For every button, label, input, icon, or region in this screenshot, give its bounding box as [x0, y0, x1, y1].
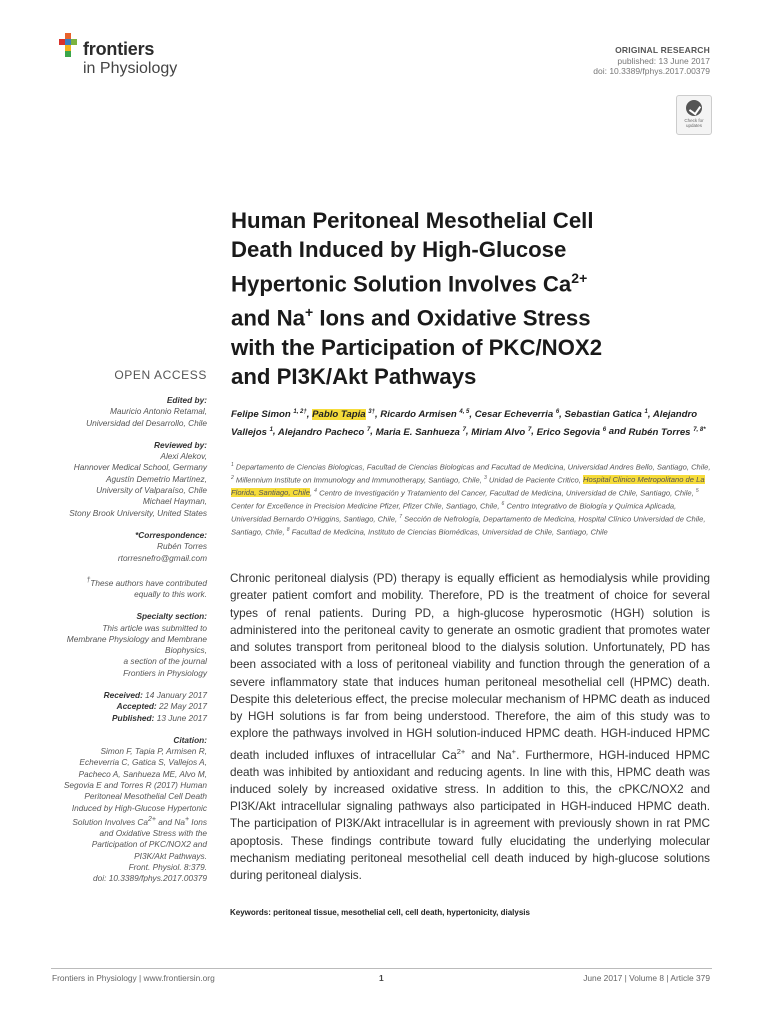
affiliations: $^1$ Departamento de Ciencias Biologicas, Facultad de Ciencias Biologicas and Facultad de Medicina, Universidad Andres Bello, Santiago, Chile, $^2$ Millennium Institute on Immunology and Immunotherapy, Santiago, Chile, $^3$ Unidad de Paciente Critico, Hospital Clinico Metropolitano de La Florida, Santiago, Chile, $^4$ Centro de Investigación y Tratamiento del Cancer, Facultad de Medicina, Universidad de Chile, Santiago, Chile, $^5$ Center for Excellence in Precision Medicine Pfizer, Pfizer Chile, Santiago, Chile, $^6$ Centro Integrativo de Biología y Química Aplicada, Universidad Bernardo O'Higgins, Santiago, Chile, $^7$ Sección de Nefrología, Departamento de Medicina, Hospital Clínico Universidad de Chile, Santiago, Chile, $^8$ Facultad de Medicina, Instituto de Ciencias Biomédicas, Universidad de Chile, Santiago, Chile [231, 462, 711, 537]
published-date: published: 13 June 2017 [617, 55, 710, 66]
specialty-section: Specialty section: This article was submitted to Membrane Physiology and Membrane Biophysics, a section of the journal Frontiers in Physiology [66, 611, 207, 678]
frontiers-logo-icon [57, 33, 79, 61]
title-line: and PI3K/Akt Pathways [231, 363, 477, 389]
correspondence-email[interactable]: rtorresnefro@gmail.com [117, 552, 207, 563]
check-for-updates-badge[interactable] [676, 95, 712, 135]
check-updates-icon [686, 100, 702, 116]
author[interactable]: Felipe Simon $^{1, 2\dagger}$ [231, 409, 307, 421]
citation-doi[interactable]: doi: 10.3389/fphys.2017.00379 [93, 873, 207, 884]
article-meta [593, 45, 710, 77]
brand-name: frontiers [83, 39, 155, 59]
highlighted-author: Pablo Tapia [312, 409, 366, 421]
author[interactable]: Alejandro Vallejos $^1$ [231, 409, 698, 438]
author[interactable]: Pablo Tapia $^{3\dagger}$ [312, 409, 375, 421]
author[interactable]: Cesar Echeverria $^6$ [474, 409, 560, 421]
article-doi[interactable]: doi: 10.3389/fphys.2017.00379 [593, 66, 710, 76]
equal-contribution-note: †These authors have contributed equally to this work. [86, 576, 207, 599]
author-list: Felipe Simon $^{1, 2\dagger}$, Pablo Tapia $^{3\dagger}$, Ricardo Armisen $^{4, 5}$, Cesar Echeverria $^6$, Sebastian Gatica $^1$, Alejandro Vallejos $^1$, Alejandro Pacheco $^7$, Maria E. Sanhueza $^7$, Miriam Alvo $^7$, Erico Segovia $^6$ and Rubén Torres $^{7, 8*}$ [231, 409, 706, 438]
footer-journal-link[interactable]: Frontiers in Physiology | www.frontiersin.org [52, 973, 215, 983]
check-updates-label: Check for updates [684, 118, 704, 128]
edited-by: Edited by: Mauricio Antonio Retamal, Universidad del Desarrollo, Chile [86, 395, 207, 428]
sidebar-metadata [52, 395, 207, 896]
keywords [230, 908, 710, 917]
article-title [231, 206, 711, 391]
title-line: Human Peritoneal Mesothelial Cell [231, 208, 594, 233]
author[interactable]: Miriam Alvo $^7$ [471, 426, 532, 438]
author[interactable]: Alejandro Pacheco $^7$ [277, 426, 371, 438]
title-line: Death Induced by High-Glucose [231, 237, 567, 262]
correspondence: *Correspondence: Rubén Torres rtorresnefro@gmail.com [52, 530, 207, 564]
author[interactable]: Maria E. Sanhueza $^7$ [375, 426, 466, 438]
author[interactable]: Rubén Torres $^{7, 8*}$ [628, 426, 706, 438]
journal-name: in Physiology [83, 60, 178, 77]
author[interactable]: Ricardo Armisen $^{4, 5}$ [380, 409, 470, 421]
citation: Citation: Simon F, Tapia P, Armisen R, Echeverria C, Gatica S, Vallejos A, Pacheco A, Sanhueza ME, Alvo M, Segovia E and Torres R (2017) Human Peritoneal Mesothelial Cell Death Induced by High-Glucose Hypertonic Solution Involves $Ca^{2+}$ and Na+ Ions and Oxidative Stress with the Participation of PKC/NOX2 and PI3K/Akt Pathways. Front. Physiol. 8:379. doi: 10.3389/fphys.2017.00379 [52, 735, 207, 885]
reviewed-by: Reviewed by: Alexi Alekov, Hannover Medical School, Germany Agustín Demetrio Martínez, University of Valparaíso, Chile Michael Hayman, Stony Brook University, United States [69, 439, 207, 518]
page-number: 1 [379, 973, 384, 983]
author[interactable]: Erico Segovia $^6$ [536, 426, 607, 438]
keywords-label: Keywords: [230, 908, 271, 917]
title-line: Hypertonic Solution Involves $Ca^{2+}$ [231, 270, 588, 297]
open-access-label: OPEN ACCESS [114, 368, 207, 382]
abstract: Chronic peritoneal dialysis (PD) therapy is equally efficient as hemodialysis while providing greater patient comfort and mobility. Therefore, PD is the treatment of choice for several types of renal patients. During PD, a high-glucose hyperosmotic (HGH) solution is administered into the peritoneal cavity to generate an osmotic gradient that promotes water and solutes transport from peritoneal blood to the dialysis solution. Unfortunately, PD has been associated with a loss of peritoneal viability and function through the generation of a severe inflammatory state that induces human peritoneal mesothelial cell (HPMC) death. Despite this deleterious effect, the precise molecular mechanism of HPMC death as induced by HGH solutions is far from being understood. Therefore, the aim of this study was to explore the pathways involved in HGH solution-induced HPMC death. HGH-induced HPMC death included influxes of intracellular $Ca^{2+}$ and Na+. Furthermore, HGH-induced HPMC death was inhibited by antioxidant and reducing agents. In line with this, HPMC death was induced solely by increased oxidative stress. In addition to this, the cPKC/NOX2 and PI3K/Akt intracellular signaling pathways also participated in HGH-induced HPMC death. The participation of PI3K/Akt intracellular is in agreement with previously shown in rat PMC apoptosis. These findings contribute toward fully elucidating the underlying molecular mechanism mediating peritoneal mesothelial cell death induced by high-glucose solutions during peritoneal dialysis. [230, 572, 710, 883]
article-type: ORIGINAL RESEARCH [615, 45, 710, 55]
title-line: and Na+ Ions and Oxidative Stress [231, 304, 591, 331]
keywords-text: peritoneal tissue, mesothelial cell, cell death, hypertonicity, dialysis [273, 908, 530, 917]
footer-divider [51, 968, 712, 969]
author[interactable]: Sebastian Gatica $^1$ [564, 409, 648, 421]
title-line: with the Participation of PKC/NOX2 [231, 334, 603, 360]
article-dates: Received: 14 January 2017 Accepted: 22 May 2017 Published: 13 June 2017 [103, 690, 207, 723]
footer-issue-info: June 2017 | Volume 8 | Article 379 [583, 973, 710, 983]
highlighted-affiliation: Hospital Clinico Metropolitano de La Florida, Santiago, Chile [231, 475, 705, 498]
journal-logo [57, 33, 227, 83]
